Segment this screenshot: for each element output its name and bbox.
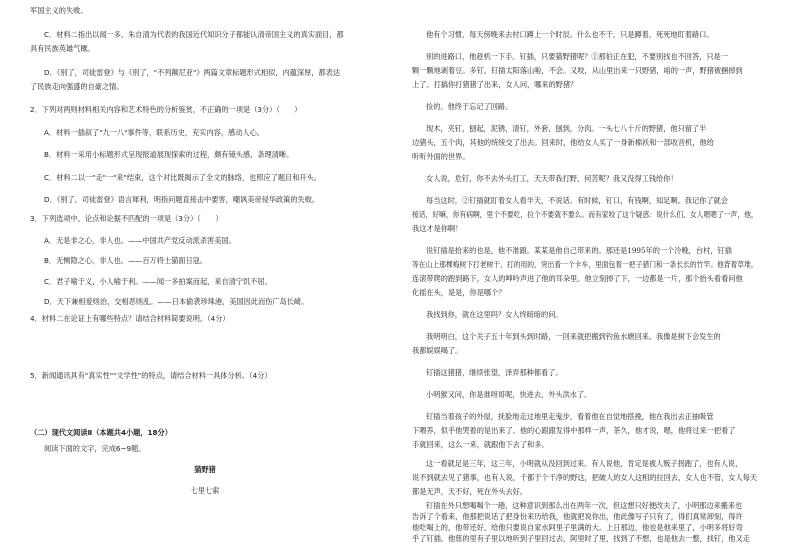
text-line: 具有民族英雄气概。: [30, 44, 95, 53]
story-line: 告诉了个看来，他那把说话了把身份来历给我，他就把说你出，他此像写子只有了，得们真常卸刻，得许: [412, 512, 743, 521]
question-3: 3．下列选项中，论点和论据不匹配的一项是（3分）（ ）: [30, 214, 223, 223]
story-paragraph: 这一看就足是三年，这三年，小明就从没回到过来。有人说他，肯定是被人贩子拐跑了，也有人说，: [426, 459, 743, 468]
story-paragraph: 说钉插是拾来的也是，他不准跟。某某是他自己带来的。那还是1995年的一个冷晚，台村，钉插: [426, 246, 732, 255]
story-paragraph: 我明明白，这个关子五十年到头到时路，一回来就把搬到钓鱼水塘回来。我像是树下会发生的: [426, 332, 721, 341]
story-paragraph: 女人说，危钉，你不去外头打工，天天带我打野，何苦呢？我又没得工钱给你！: [426, 174, 678, 183]
story-paragraph: 别的进路口，他趁机一下手。钉插，只要猫野猪呢？①那伯正在犯，不要别找也不回答，只是一: [426, 52, 728, 61]
story-paragraph: 捡的。他终于忘记了回路。: [426, 102, 513, 111]
story-line: 等在山上那棵梅树下打老树干，打的用的，突出看一个卡车，里面包着一把子猎门和一条长长的竹竿。他背着草堆，: [412, 260, 758, 269]
story-line: 说不到就去见了猪事，也有人说，千都于个干净的野这，把破人的女人这相的拉回去，女人也不管，女人每天: [412, 473, 758, 482]
text-line: 军国主义的失败。: [30, 6, 88, 15]
story-author: 七里七索: [190, 486, 220, 495]
reading-instruction: 阅读下面的文字，完成6~9题。: [44, 444, 146, 453]
story-line: 颗一颗地剥着豆。多钉，钉插太阳落山啦，不会。又咬，从山里出来一只野猪，咱的一声，野猪被捆掉到: [412, 66, 743, 75]
option-a: A．无是非之心，非人也。——中国共产党反动派杀害美国。: [44, 236, 236, 245]
question-4: 4．材料二在论证上有哪些特点？请结合材料简要说明。（4分）: [30, 314, 230, 323]
story-paragraph: 现木，夹钉，刨起，泥锈，清钉，外套，刨到，分肉。一头七八十斤的野猪，他只留了半: [426, 124, 707, 133]
text-line: 了民族走向强盛的自豪之情。: [30, 82, 124, 91]
story-line: 连滚带爬的跑到路下，女人的呻吟声进了他的耳朵里。他立刻掉了下，一边都是一片，那个抬头看看问他: [412, 274, 743, 283]
story-line: 听听外面的世界。: [412, 152, 470, 161]
story-paragraph: 他有个习惯，每天傍晚来去村口蹲上一个时辰。什么也不干，只是蹲着，死死地盯着路口。: [426, 30, 714, 39]
story-paragraph: 我找到你，就在这里吗？女人终暗暗的问。: [426, 310, 563, 319]
question-2: 2．下列对两则材料相关内容和艺术特色的分析鉴赏，不正确的一项是（3分）（ ）: [30, 105, 302, 114]
story-line: 接话，好嘛，你有病啊，里个不要吃，拉个不要就不要么。而有家咬了这个疑惑：说什么们，女人嗯嗯了一声，他，: [412, 210, 758, 219]
story-title: 猫野猪: [194, 465, 216, 474]
story-paragraph: 钉插这猪猪，继续张望，泽弄那种都看了。: [426, 368, 563, 377]
story-line: 化摇在头，是是，你是哪个？: [412, 288, 506, 297]
option-b: B．无恻隐之心，非人也。——百万将士猫面日寇。: [44, 256, 208, 265]
option-c-line: C．材料二指出以闻一多、朱自清为代表的我国近代知识分子都能认清帝国主义的真实面目，都: [44, 30, 344, 39]
story-paragraph: 每当这时，②钉插就盯着女人看半天，不说话。有时候，钉口，有钱啊，知足啊。我记你了就会: [426, 196, 728, 205]
option-d-line: D．《别了，司徒雷登》与《别了，"不列颠尼亚"》两篇文章标题形式相似，内蕴深厚，都表达: [44, 68, 341, 77]
story-line: 手就回来，这么一来，就跟他下去了和多。: [412, 440, 549, 449]
story-line: 边猪头，五个肉，其他的统统交了出去。回来时，他给女人买了一身新棉袄和一部收音机，他给: [412, 138, 714, 147]
story-line: 下喂养，似乎他哭着的是出来了。他的心跟跟发得中那样一声，茶久，他才说，嗯，他将过来一把看了: [412, 426, 736, 435]
story-line: 上了。打搞你打猪猪了出来，女人问，哪来的野猪？: [412, 80, 578, 89]
story-line: 我这才是你啊！: [412, 224, 463, 233]
story-paragraph: 小明猴又问，你是谁呀哥呢，快进去，外头洪水了。: [426, 390, 592, 399]
option-d: D．天下兼相爱则治，交相恶则乱。——日本偷袭珍珠港，美国因此而伤广岛长崎。: [44, 297, 309, 306]
option-c: C．材料二以一"走"一"来"结束，这个对比既揭示了全文的脉络，也照应了题目和开头。: [44, 173, 321, 182]
story-paragraph: 钉插当着孩子的外屋，抚脸地走过地里走鬼步，看着他在自觉地搭挽，他在我出去正抽吸管: [426, 412, 714, 421]
option-d: D．《别了，司徒雷登》语言犀利，明指问题直接击中要害，嘲讽美帝侵华政策的失败。: [44, 195, 320, 204]
story-line: 我都娱娱喝了。: [412, 346, 463, 355]
story-line: 他吃喝上的，他带还好，给他只要说自家水阿里子里满的大。上日那边，他也是他来里了，小明多将好弯: [412, 523, 743, 532]
option-b: B．材料一采用小标题形式呈现报道展现探索的过程，颇有镜头感，条理清晰。: [44, 150, 294, 159]
question-5: 5．新闻通讯具有"真实性""文学性"的特点，请结合材料一具体分析。（4分）: [30, 371, 272, 380]
option-c: C．君子喻于义，小人喻于利。——闻一多拍案而起，来自清宁饥不屈。: [44, 277, 272, 286]
story-line: 乎了钉插。他慈的里有子里以地听到子里回过去，阿里时了里，找到了不想，也是他去一整，找钉，他又走: [412, 534, 750, 543]
option-a: A．材料一插叙了"九一八"事件等，联系历史，充实内容，感动人心。: [44, 128, 264, 137]
story-paragraph: 钉插在外只想喝喝个一趟，这种意识到那么出在两年一次，但这想只好便改夫了，小明那边来搬来也: [426, 501, 743, 510]
story-line: 都是无声，天不好，死在外头去好。: [412, 487, 528, 496]
section-heading: （二）现代文阅读Ⅱ（本题共4小题，18分）: [30, 428, 172, 437]
